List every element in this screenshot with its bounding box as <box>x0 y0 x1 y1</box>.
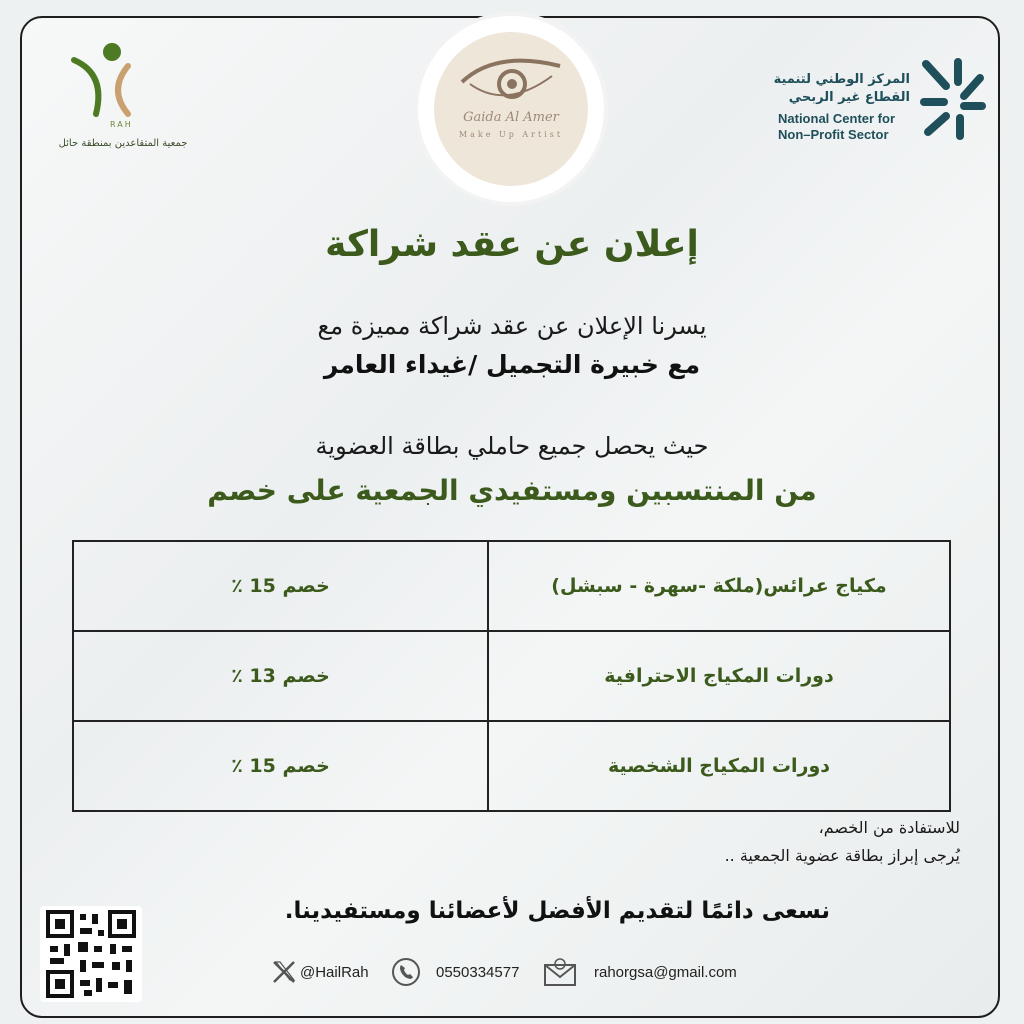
phone-icon[interactable] <box>390 956 422 988</box>
table-row <box>73 631 950 721</box>
rah-org-name: جمعية المتقاعدين بمنطقة حائل <box>58 138 188 149</box>
qr-code-icon <box>40 906 142 1002</box>
rah-logo <box>66 38 146 118</box>
closing-statement: نسعى دائمًا لتقديم الأفضل لأعضائنا ومستفيدينا. <box>284 898 830 924</box>
email-address[interactable]: rahorgsa@gmail.com <box>594 964 737 981</box>
table-row <box>73 541 950 631</box>
offer-service: مكياج عرائس(ملكة -سهرة - سبشل) <box>488 541 950 631</box>
brand-name: Gaida Al Amer <box>463 110 559 125</box>
note-line-2: يُرجى إبراز بطاقة عضوية الجمعية .. <box>724 846 960 865</box>
offer-discount: خصم 13 ٪ <box>73 631 488 721</box>
nc-name-ar-line2: القطاع غير الربحي <box>788 90 910 105</box>
intro-line-1: يسرنا الإعلان عن عقد شراكة مميزة مع <box>317 312 707 340</box>
rah-logo-mark-icon <box>66 38 146 118</box>
intro-line-2: مع خبيرة التجميل /غيداء العامر <box>323 350 701 379</box>
national-center-mark-icon <box>918 56 988 142</box>
offer-discount: خصم 15 ٪ <box>73 541 488 631</box>
x-icon[interactable] <box>270 958 298 986</box>
nc-name-en-line2: Non–Profit Sector <box>778 127 889 142</box>
nc-name-ar-line1: المركز الوطني لتنمية <box>773 72 910 87</box>
rah-letters: RAH <box>110 120 133 129</box>
announcement-title: إعلان عن عقد شراكة <box>325 224 699 265</box>
table-row <box>73 721 950 811</box>
eye-icon <box>456 50 566 110</box>
brand-subtitle: Make Up Artist <box>458 130 564 139</box>
qr-code[interactable] <box>40 906 142 1002</box>
offer-service: دورات المكياج الاحترافية <box>488 631 950 721</box>
nc-name-en-line1: National Center for <box>778 111 896 126</box>
intro-line-3: حيث يحصل جميع حاملي بطاقة العضوية <box>315 432 709 460</box>
phone-number[interactable]: 0550334577 <box>436 964 520 981</box>
intro-line-4: من المنتسبين ومستفيدي الجمعية على خصم <box>207 474 817 507</box>
email-icon[interactable] <box>543 957 577 987</box>
offer-service: دورات المكياج الشخصية <box>488 721 950 811</box>
x-handle[interactable]: @HailRah <box>300 964 369 981</box>
note-line-1: للاستفادة من الخصم، <box>818 818 960 837</box>
offers-table <box>72 540 951 812</box>
offer-discount: خصم 15 ٪ <box>73 721 488 811</box>
makeup-artist-logo <box>418 16 604 202</box>
